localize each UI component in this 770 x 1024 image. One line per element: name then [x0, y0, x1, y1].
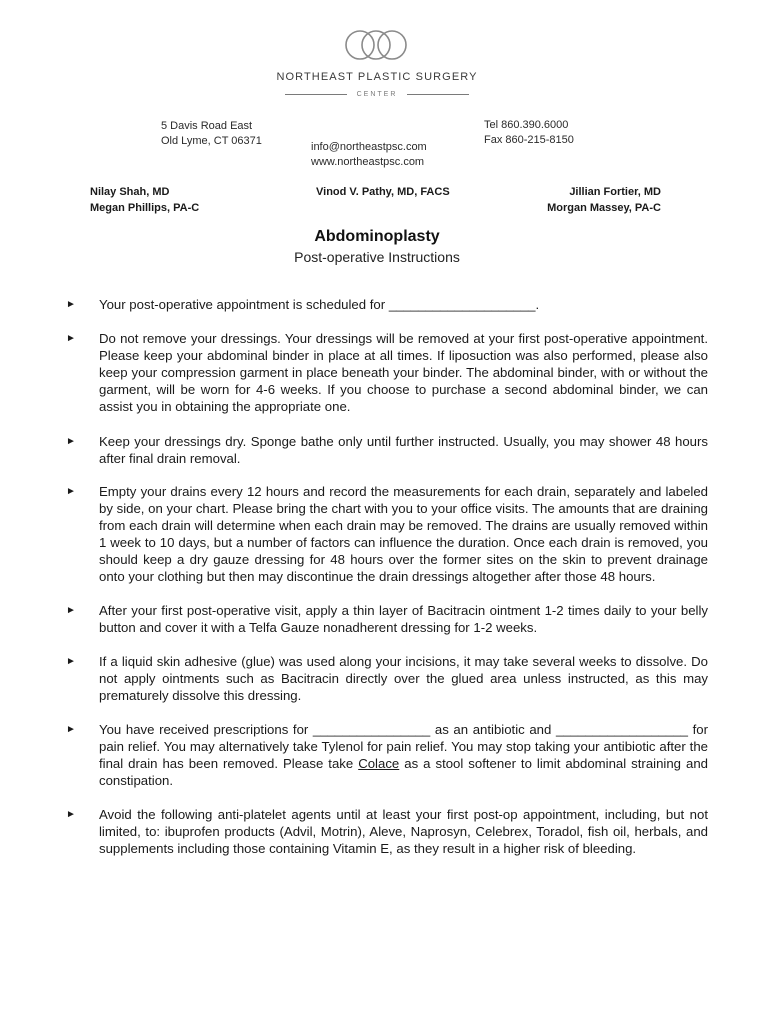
doctor-name: Megan Phillips, PA-C [90, 202, 200, 214]
address-line-1: 5 Davis Road East [161, 120, 253, 132]
list-item [64, 296, 708, 313]
practice-center-row [285, 88, 469, 100]
list-item [64, 653, 708, 704]
address-line-2: Old Lyme, CT 06371 [161, 135, 262, 147]
item-text: Do not remove your dressings. Your dressings will be removed at your first post-operative appointment. Please keep your abdominal binder in place at all times. If liposuction was also performed, please also keep your compression garment in place beneath your binder. The abdominal binder, with or without the garment, will be worn for 4-6 weeks. If you choose to purchase a second abdominal binder, we can assist you in obtaining the appropriate one. [99, 331, 708, 414]
interlocking-rings-icon [343, 28, 409, 62]
bullet-icon: ► [66, 333, 76, 344]
doctor-name: Nilay Shah, MD [90, 186, 170, 198]
doctor-name: Vinod V. Pathy, MD, FACS [316, 186, 450, 198]
bullet-icon: ► [66, 436, 76, 447]
practice-name: NORTHEAST PLASTIC SURGERY [276, 71, 478, 83]
bullet-icon: ► [66, 656, 76, 667]
item-text: Empty your drains every 12 hours and record the measurements for each drain, separately and labeled by side, on your chart. Please bring the chart with you to your office visits. The amounts that are draining from each drain will determine when each drain may be removed. The drains are usually removed within 1 week to 10 days, but a number of factors can influence the duration. Once each drain is removed, you should keep a dry gauze dressing for 48 hours over the former sites on the skin to prevent drainage onto your clothing but then may discontinue the drain dressings altogether after those 48 hours. [99, 484, 708, 584]
instructions-list [64, 296, 708, 857]
doctors-left [90, 184, 199, 216]
list-item [64, 721, 708, 789]
item-text: Keep your dressings dry. Sponge bathe only until further instructed. Usually, you may shower 48 hours after final drain removal. [99, 434, 708, 466]
list-item [64, 330, 708, 415]
item-text-part: You have received prescriptions for ________________ as an antibiotic and __________________ for pain relief. You may alternatively take Tylenol for pain relief. You may stop taking your antibiotic after the final drain has been removed. Please take [99, 722, 708, 771]
web-contact-block [311, 140, 427, 170]
address-block [161, 119, 262, 149]
document-title: Abdominoplasty [314, 228, 440, 245]
item-text: If a liquid skin adhesive (glue) was used along your incisions, it may take several weeks to dissolve. Do not apply ointments such as Bacitracin directly over the glued area unless instructed, as this may prematurely dissolve this dressing. [99, 654, 708, 703]
divider [285, 94, 347, 95]
list-item [64, 433, 708, 467]
bullet-icon: ► [66, 605, 76, 616]
doctors-right [480, 184, 661, 216]
bullet-icon: ► [66, 299, 76, 310]
practice-center: CENTER [356, 90, 398, 98]
phone-block [484, 118, 574, 148]
telephone: Tel 860.390.6000 [484, 119, 569, 131]
list-item [64, 483, 708, 585]
list-item [64, 806, 708, 857]
bullet-icon: ► [66, 809, 76, 820]
item-text: Avoid the following anti-platelet agents until at least your first post-op appointment, including, but not limited, to: ibuprofen products (Advil, Motrin), Aleve, Naprosyn, Celebrex, Toradol, fish oil, herbals, and supplements including those containing Vitamin E, as they result in a higher risk of bleeding. [99, 807, 708, 856]
colace-link[interactable]: Colace [358, 756, 400, 771]
divider [407, 94, 469, 95]
list-item [64, 602, 708, 636]
email-link[interactable]: info@northeastpsc.com [311, 141, 427, 153]
website-link[interactable]: www.northeastpsc.com [311, 156, 425, 168]
document-subtitle: Post-operative Instructions [294, 249, 460, 265]
bullet-icon: ► [66, 724, 76, 735]
item-text: After your first post-operative visit, apply a thin layer of Bacitracin ointment 1-2 times daily to your belly button and cover it with a Telfa Gauze nonadherent dressing for 1-2 weeks. [99, 603, 708, 635]
bullet-icon: ► [66, 486, 76, 497]
item-text: Your post-operative appointment is scheduled for ____________________. [99, 297, 540, 312]
doctors-center [316, 184, 450, 200]
item-text [99, 722, 708, 788]
doctor-name: Morgan Massey, PA-C [547, 202, 661, 214]
doctor-name: Jillian Fortier, MD [569, 186, 661, 198]
fax: Fax 860-215-8150 [484, 134, 574, 146]
item-text-part: as a stool softener to limit abdominal straining and constipation. [99, 756, 708, 788]
